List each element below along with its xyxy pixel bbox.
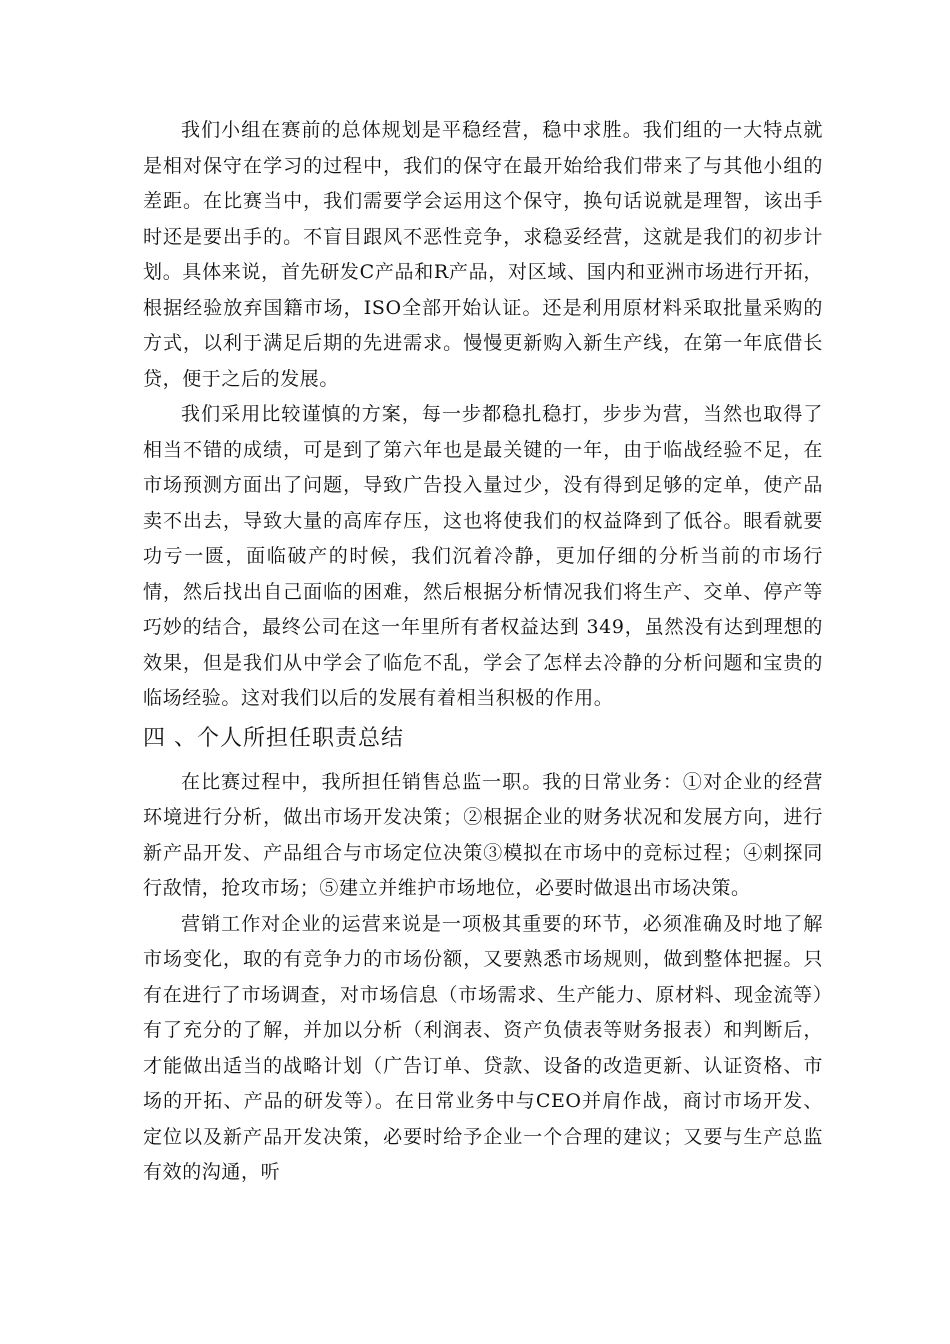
paragraph-sales-director-duties: 在比赛过程中，我所担任销售总监一职。我的日常业务：①对企业的经营环境进行分析，做出市场开发决策；②根据企业的财务状况和发展方向，进行新产品开发、产品组合与市场定位决策③模拟在市场中的竞标过程；④刺探同行敌情，抢攻市场；⑤建立并维护市场地位，必要时做退出市场决策。 — [143, 770, 823, 899]
paragraph-sixth-year: 我们采用比较谨慎的方案，每一步都稳扎稳打，步步为营，当然也取得了相当不错的成绩，可是到了第六年也是最关键的一年，由于临战经验不足，在市场预测方面出了问题，导致广告投入量过少，没有得到足够的定单，使产品卖不出去，导致大量的高库存压，这也将使我们的权益降到了低谷。眼看就要功亏一匮，面临破产的时候，我们沉着冷静，更加仔细的分析当前的市场行情，然后找出自己面临的困难，然后根据分析情况我们将生产、交单、停产等巧妙的结合，最终公司在这一年里所有者权益达到 349，虽然没有达到理想的效果，但是我们从中学会了临危不乱，学会了怎样去冷静的分析问题和宝贵的临场经验。这对我们以后的发展有着相当积极的作用。 — [143, 403, 823, 709]
document-body — [143, 113, 823, 1191]
paragraph-marketing-work: 营销工作对企业的运营来说是一项极其重要的环节，必须准确及时地了解市场变化，取的有竞争力的市场份额，又要熟悉市场规则，做到整体把握。只有在进行了市场调查，对市场信息（市场需求、生产能力、原材料、现金流等）有了充分的了解，并加以分析（利润表、资产负债表等财务报表）和判断后，才能做出适当的战略计划（广告订单、贷款、设备的改造更新、认证资格、市场的开拓、产品的研发等）。在日常业务中与CEO并肩作战，商讨市场开发、定位以及新产品开发决策，必要时给予企业一个合理的建议；又要与生产总监有效的沟通，听 — [143, 912, 823, 1183]
paragraph-overall-plan: 我们小组在赛前的总体规划是平稳经营，稳中求胜。我们组的一大特点就是相对保守在学习的过程中，我们的保守在最开始给我们带来了与其他小组的差距。在比赛当中，我们需要学会运用这个保守，换句话说就是理智，该出手时还是要出手的。不盲目跟风不恶性竞争，求稳妥经营，这就是我们的初步计划。具体来说，首先研发C产品和R产品，对区域、国内和亚洲市场进行开拓，根据经验放弃国籍市场，ISO全部开始认证。还是利用原材料采取批量采购的方式，以利于满足后期的先进需求。慢慢更新购入新生产线，在第一年底借长贷，便于之后的发展。 — [143, 119, 823, 390]
section-heading: 四 、个人所担任职责总结 — [143, 725, 404, 751]
